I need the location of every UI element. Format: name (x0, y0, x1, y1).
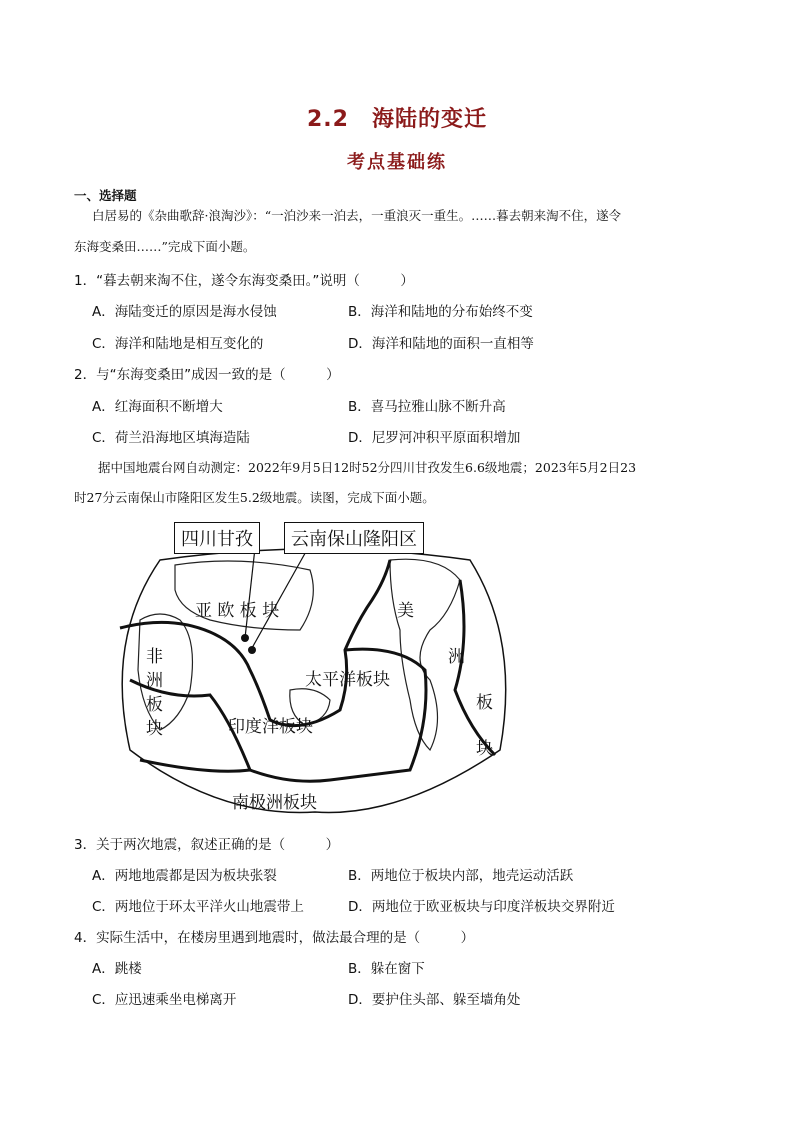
intro2-line-2: 时27分云南保山市隆阳区发生5.2级地震。读图，完成下面小题。 (74, 490, 435, 505)
label-african-plate-2: 洲 (146, 671, 163, 691)
quake-dot-baoshan (248, 646, 256, 654)
question-3-stem: 3．关于两次地震，叙述正确的是（ ） (74, 837, 340, 853)
callout-baoshan: 云南保山隆阳区 (284, 522, 424, 554)
q1-option-d[interactable]: D．海洋和陆地的面积一直相等 (348, 336, 534, 352)
label-american-plate-4: 块 (476, 739, 493, 759)
label-antarctic-plate: 南极洲板块 (232, 793, 317, 813)
q4-option-c[interactable]: C．应迅速乘坐电梯离开 (92, 992, 237, 1008)
q3-option-d[interactable]: D．两地位于欧亚板块与印度洋板块交界附近 (348, 899, 615, 915)
label-american-plate-1: 美 (397, 601, 414, 621)
question-4-stem: 4．实际生活中，在楼房里遇到地震时，做法最合理的是（ ） (74, 930, 475, 946)
label-african-plate-4: 块 (146, 719, 163, 739)
q1-option-b[interactable]: B．海洋和陆地的分布始终不变 (348, 304, 533, 320)
page-subtitle: 考点基础练 (347, 152, 447, 173)
quake-dot-ganzi (241, 634, 249, 642)
q1-option-c[interactable]: C．海洋和陆地是相互变化的 (92, 336, 264, 352)
q4-option-a[interactable]: A．跳楼 (92, 961, 142, 977)
label-american-plate-3: 板 (476, 693, 493, 713)
q2-option-a[interactable]: A．红海面积不断增大 (92, 399, 223, 415)
label-indian-plate: 印度洋板块 (228, 717, 313, 737)
q1-option-a[interactable]: A．海陆变迁的原因是海水侵蚀 (92, 304, 277, 320)
label-american-plate-2: 洲 (448, 647, 465, 667)
label-african-plate-1: 非 (146, 647, 163, 667)
intro-line-1: 白居易的《杂曲歌辞·浪淘沙》：“一泊沙来一泊去，一重浪灭一重生。……暮去朝来淘不住，遂令 (92, 208, 622, 223)
page-title: 2.2 海陆的变迁 (307, 107, 487, 132)
q2-option-d[interactable]: D．尼罗河冲积平原面积增加 (348, 430, 521, 446)
q3-option-a[interactable]: A．两地地震都是因为板块张裂 (92, 868, 277, 884)
world-plates-map (100, 520, 530, 820)
q3-option-b[interactable]: B．两地位于板块内部，地壳运动活跃 (348, 868, 574, 884)
section-heading: 一、选择题 (74, 188, 137, 203)
label-eurasian-plate: 亚 欧 板 块 (195, 601, 280, 621)
q3-option-c[interactable]: C．两地位于环太平洋火山地震带上 (92, 899, 304, 915)
q4-option-b[interactable]: B．躲在窗下 (348, 961, 425, 977)
q2-option-b[interactable]: B．喜马拉雅山脉不断升高 (348, 399, 506, 415)
intro2-line-1: 据中国地震台网自动测定：2022年9月5日12时52分四川甘孜发生6.6级地震；2023年5月2日23 (98, 460, 637, 475)
question-2-stem: 2．与“东海变桑田”成因一致的是（ ） (74, 367, 340, 383)
label-african-plate-3: 板 (146, 695, 163, 715)
q2-option-c[interactable]: C．荷兰沿海地区填海造陆 (92, 430, 250, 446)
question-1-stem: 1．“暮去朝来淘不住，遂令东海变桑田。”说明（ ） (74, 273, 414, 289)
callout-ganzi: 四川甘孜 (174, 522, 260, 554)
intro-line-2: 东海变桑田……”完成下面小题。 (74, 239, 256, 254)
q4-option-d[interactable]: D．要护住头部、躲至墙角处 (348, 992, 521, 1008)
label-pacific-plate: 太平洋板块 (305, 670, 390, 690)
